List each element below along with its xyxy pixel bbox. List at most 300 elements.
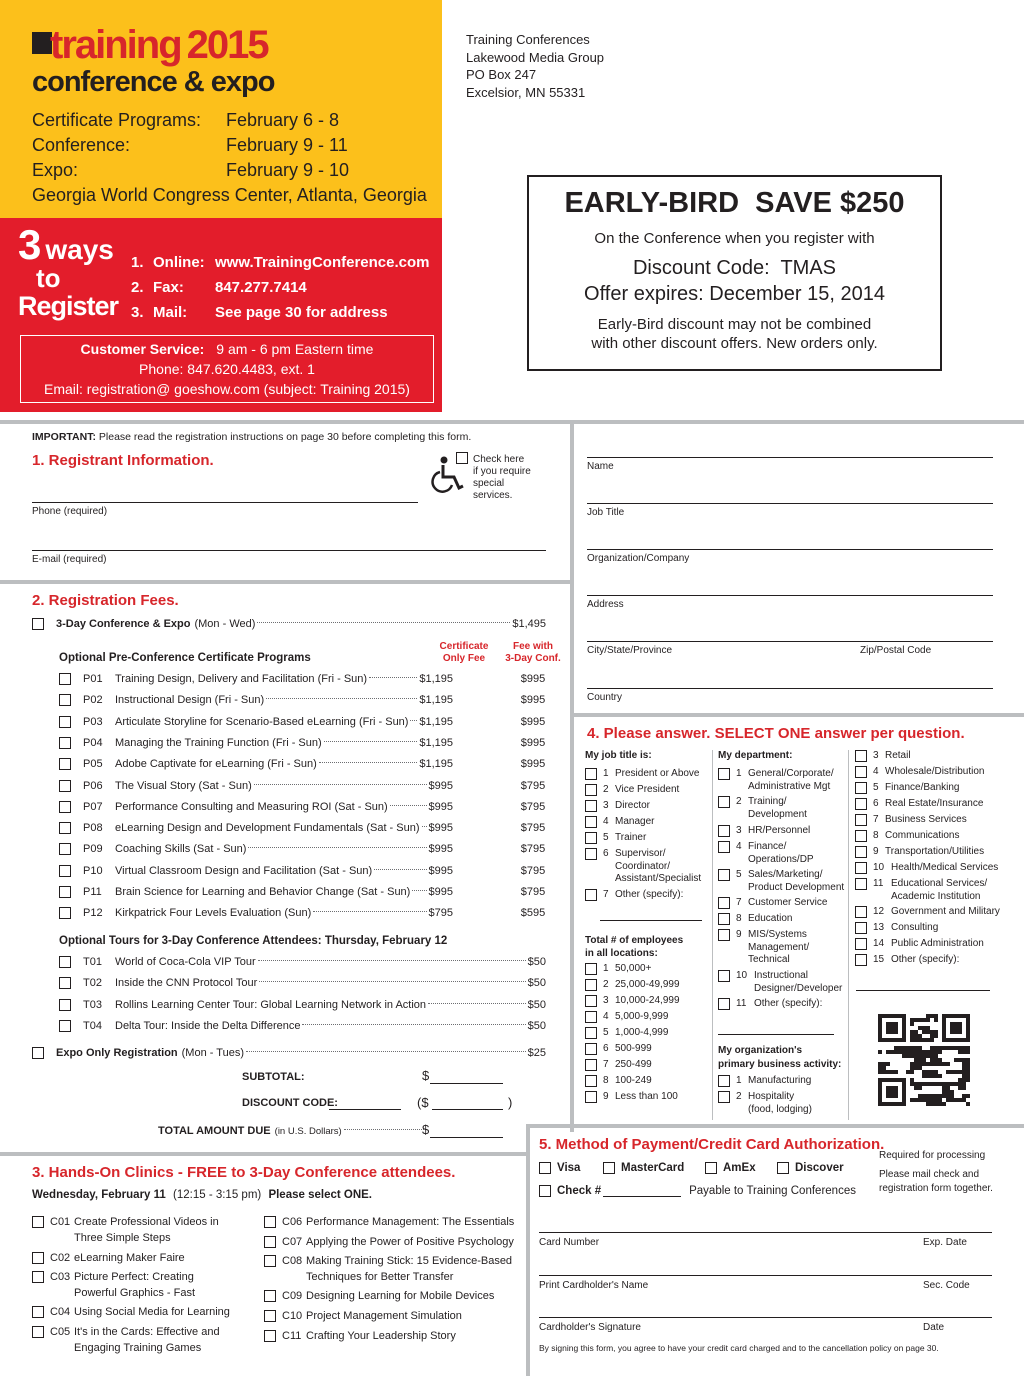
mastercard-checkbox[interactable] (603, 1162, 615, 1174)
way-label: Fax: (153, 279, 184, 296)
answer-option[interactable] (718, 1091, 812, 1116)
answer-checkbox[interactable] (855, 878, 867, 890)
expo-only-row[interactable] (32, 1047, 546, 1059)
clinic-item[interactable] (264, 1329, 456, 1345)
clinic-item[interactable] (264, 1235, 514, 1251)
tour-checkbox[interactable] (59, 999, 71, 1011)
program-row[interactable] (59, 907, 453, 919)
clinic-select: Please select ONE. (268, 1189, 372, 1201)
email-label: E-mail (required) (32, 554, 107, 565)
program-name: Performance Consulting and Measuring ROI (Sat - Sun) (115, 800, 388, 813)
visa-checkbox[interactable] (539, 1162, 551, 1174)
answer-text (748, 796, 807, 821)
program-row[interactable] (59, 822, 453, 834)
mail-address (466, 31, 604, 101)
qr-module (962, 1098, 966, 1102)
clinic-code: C05 (50, 1326, 71, 1338)
answer-line: Instructional (754, 970, 808, 981)
program-row[interactable] (59, 780, 453, 792)
discount-open: ($ (417, 1095, 429, 1110)
answer-checkbox[interactable] (855, 862, 867, 874)
answer-option[interactable] (855, 782, 960, 795)
clinic-checkbox[interactable] (32, 1216, 44, 1228)
clinic-checkbox[interactable] (32, 1271, 44, 1283)
answer-number: 5 (603, 832, 609, 843)
qr-module (914, 1062, 918, 1066)
cert-fee-header (436, 641, 492, 665)
qr-module (886, 1022, 898, 1034)
answer-checkbox[interactable] (585, 768, 597, 780)
dept-other-line[interactable] (718, 1034, 834, 1035)
qr-module (918, 1082, 922, 1086)
clinic-item[interactable] (264, 1309, 462, 1325)
answer-checkbox[interactable] (855, 906, 867, 918)
name-label: Name (587, 461, 614, 472)
answer-checkbox[interactable] (585, 963, 597, 975)
clinic-item[interactable] (264, 1215, 514, 1231)
answer-option[interactable] (855, 846, 984, 859)
program-checkbox[interactable] (59, 907, 71, 919)
date-value: February 6 - 8 (226, 110, 340, 130)
answer-option[interactable] (718, 913, 792, 926)
clinic-checkbox[interactable] (264, 1330, 276, 1342)
qr-module (934, 1102, 938, 1106)
answer-option[interactable] (585, 995, 680, 1008)
clinic-title-line: Crafting Your Leadership Story (306, 1330, 456, 1342)
program-name: Articulate Storyline for Scenario-Based eLearning (Fri - Sun) (115, 715, 409, 728)
clinic-item[interactable] (32, 1270, 195, 1301)
program-checkbox[interactable] (59, 865, 71, 877)
answer-checkbox[interactable] (718, 841, 730, 853)
expo-checkbox[interactable] (32, 1047, 44, 1059)
program-row[interactable] (59, 737, 453, 749)
program-name: Instructional Design (Fri - Sun) (115, 694, 265, 707)
answer-checkbox[interactable] (718, 929, 730, 941)
answer-option[interactable] (718, 1075, 811, 1088)
leader-dots (257, 622, 510, 623)
qr-module (962, 1058, 966, 1062)
answer-option[interactable] (585, 1059, 652, 1072)
clinic-checkbox[interactable] (32, 1252, 44, 1264)
qr-module (918, 1046, 922, 1050)
clinic-title-line: Designing Learning for Mobile Devices (306, 1290, 495, 1302)
way-online-url[interactable]: www.TrainingConference.com (215, 254, 430, 271)
tour-checkbox[interactable] (59, 977, 71, 989)
answer-checkbox[interactable] (585, 979, 597, 991)
answer-checkbox[interactable] (585, 889, 597, 901)
section4-title: 4. Please answer. SELECT ONE answer per question. (587, 725, 965, 742)
organization-field[interactable] (587, 549, 993, 550)
card-number-field[interactable] (539, 1232, 992, 1233)
answer-checkbox[interactable] (585, 800, 597, 812)
conference-fee-row[interactable] (32, 618, 546, 630)
tour-row[interactable] (59, 1020, 546, 1032)
qr-module (878, 1066, 882, 1070)
program-checkbox[interactable] (59, 822, 71, 834)
program-code: P01 (83, 673, 103, 685)
qr-module (926, 1030, 930, 1034)
answer-option[interactable] (718, 869, 844, 894)
clinic-checkbox[interactable] (32, 1326, 44, 1338)
qr-module (926, 1014, 930, 1018)
answer-line: Manager (615, 816, 655, 827)
amex-checkbox[interactable] (705, 1162, 717, 1174)
answer-text (885, 782, 960, 795)
answer-option[interactable] (855, 830, 959, 843)
name-field[interactable] (587, 457, 993, 458)
qr-module (950, 1090, 954, 1094)
answer-checkbox[interactable] (718, 1075, 730, 1087)
program-checkbox[interactable] (59, 780, 71, 792)
qr-module (934, 1062, 938, 1066)
date-value: February 9 - 11 (226, 135, 348, 155)
qr-module (938, 1062, 942, 1066)
answer-option[interactable] (585, 963, 651, 976)
qr-module (930, 1034, 934, 1038)
answer-checkbox[interactable] (855, 954, 867, 966)
answer-checkbox[interactable] (718, 869, 730, 881)
answer-number: 9 (736, 929, 742, 940)
answer-line: Communications (885, 830, 960, 841)
clinic-code: C01 (50, 1216, 71, 1228)
qr-module (966, 1058, 970, 1062)
qr-module (922, 1074, 926, 1078)
answer-text (891, 954, 959, 967)
discover-checkbox[interactable] (777, 1162, 789, 1174)
clinic-item[interactable] (32, 1325, 220, 1356)
answer-line: Trainer (615, 832, 647, 843)
program-code: P03 (83, 715, 103, 728)
answer-checkbox[interactable] (855, 750, 867, 762)
answer-number: 4 (873, 766, 879, 777)
answer-checkbox[interactable] (718, 768, 730, 780)
program-row[interactable] (59, 694, 453, 706)
tour-row[interactable] (59, 956, 546, 968)
qr-module (938, 1102, 942, 1106)
clinic-checkbox[interactable] (264, 1216, 276, 1228)
tour-price: $50 (527, 998, 546, 1011)
answer-checkbox[interactable] (718, 998, 730, 1010)
qr-module (922, 1054, 926, 1058)
answer-option[interactable] (585, 1011, 668, 1024)
cardholder-field[interactable] (539, 1275, 992, 1276)
tour-checkbox[interactable] (59, 956, 71, 968)
qr-module (882, 1062, 886, 1066)
qr-module (954, 1046, 958, 1050)
clinic-item[interactable] (32, 1251, 185, 1267)
clinic-checkbox[interactable] (264, 1290, 276, 1302)
clinic-title-line: Making Training Stick: 15 Evidence-Based (306, 1255, 513, 1267)
answer-checkbox[interactable] (718, 1091, 730, 1103)
clinic-item[interactable] (32, 1305, 230, 1321)
program-checkbox[interactable] (59, 673, 71, 685)
answer-checkbox[interactable] (585, 1059, 597, 1071)
qr-module (886, 1086, 898, 1098)
sec-code-label: Sec. Code (923, 1280, 970, 1291)
phone-field[interactable] (32, 502, 418, 503)
conference-checkbox[interactable] (32, 618, 44, 630)
answer-option[interactable] (585, 1043, 652, 1056)
program-code: P06 (83, 779, 103, 792)
program-row[interactable] (59, 886, 453, 898)
answer-text (615, 1075, 652, 1088)
answer-text (615, 784, 679, 797)
signature-field[interactable] (539, 1317, 992, 1318)
qr-module (918, 1054, 922, 1058)
answer-checkbox[interactable] (585, 816, 597, 828)
answer-line: Development (748, 808, 807, 820)
tour-price: $50 (527, 977, 546, 990)
qr-module (930, 1094, 934, 1098)
country-field[interactable] (587, 688, 993, 689)
clinic-item[interactable] (264, 1289, 494, 1305)
program-checkbox[interactable] (59, 694, 71, 706)
clinic-checkbox[interactable] (264, 1236, 276, 1248)
answer-number: 3 (736, 825, 742, 836)
city-field[interactable] (587, 641, 993, 642)
qr-module (886, 1062, 890, 1066)
program-row[interactable] (59, 801, 453, 813)
tour-row[interactable] (59, 977, 546, 989)
answer-checkbox[interactable] (585, 784, 597, 796)
qr-code[interactable] (878, 1014, 970, 1106)
program-row[interactable] (59, 865, 453, 877)
answer-option[interactable] (855, 938, 984, 951)
answer-text (615, 979, 680, 992)
qr-module (914, 1058, 918, 1062)
qr-module (914, 1034, 918, 1038)
answer-checkbox[interactable] (585, 1075, 597, 1087)
answer-checkbox[interactable] (585, 1043, 597, 1055)
answer-checkbox[interactable] (855, 798, 867, 810)
answer-checkbox[interactable] (855, 766, 867, 778)
program-conf-fee: $795 (520, 886, 546, 898)
total-label: TOTAL AMOUNT DUE (158, 1125, 271, 1137)
qr-module (958, 1058, 962, 1062)
clinic-title (306, 1235, 514, 1251)
answer-checkbox[interactable] (585, 1091, 597, 1103)
answer-option[interactable] (718, 970, 842, 995)
qr-module (914, 1098, 918, 1102)
address-line: Lakewood Media Group (466, 49, 605, 65)
subtotal-field[interactable] (430, 1083, 503, 1084)
answer-text (885, 830, 959, 843)
answer-text (754, 970, 842, 995)
qr-module (910, 1046, 914, 1050)
answer-option[interactable] (585, 784, 679, 797)
answer-option[interactable] (585, 979, 680, 992)
email-field[interactable] (32, 550, 546, 551)
answer-number: 8 (873, 830, 879, 841)
answer-text (885, 798, 983, 811)
answer-option[interactable] (718, 841, 814, 866)
answer-option[interactable] (855, 906, 1000, 919)
clinic-title (74, 1215, 219, 1246)
program-row[interactable] (59, 716, 453, 728)
answer-checkbox[interactable] (585, 1011, 597, 1023)
cardholder-label: Print Cardholder's Name (539, 1280, 649, 1291)
program-code: P02 (83, 694, 103, 707)
answer-option[interactable] (585, 768, 700, 781)
answer-checkbox[interactable] (718, 897, 730, 909)
answer-option[interactable] (855, 862, 998, 875)
qr-module (922, 1030, 926, 1034)
answer-text (615, 848, 701, 886)
answer-checkbox[interactable] (855, 938, 867, 950)
answer-option[interactable] (585, 816, 654, 829)
clinic-checkbox[interactable] (264, 1310, 276, 1322)
answer-option[interactable] (718, 998, 822, 1011)
qr-module (934, 1018, 938, 1022)
tour-name: Rollins Learning Center Tour: Global Learning Network in Action (115, 998, 427, 1011)
answer-checkbox[interactable] (585, 848, 597, 860)
clinic-time: (12:15 - 3:15 pm) (173, 1189, 262, 1201)
leader-dots (266, 698, 417, 699)
qr-module (910, 1082, 914, 1086)
qr-module (962, 1066, 966, 1070)
discount-close: ) (508, 1095, 513, 1110)
answer-checkbox[interactable] (585, 832, 597, 844)
answer-option[interactable] (585, 1075, 652, 1088)
program-conf-fee: $795 (520, 800, 546, 813)
section3-title: 3. Hands-On Clinics - FREE to 3-Day Conference attendees. (32, 1164, 456, 1181)
program-code: P09 (83, 843, 103, 856)
answer-line: Educational Services/ (891, 878, 988, 889)
clinic-checkbox[interactable] (32, 1306, 44, 1318)
answer-checkbox[interactable] (855, 922, 867, 934)
answer-checkbox[interactable] (585, 1027, 597, 1039)
tour-checkbox[interactable] (59, 1020, 71, 1032)
discount-code-field[interactable] (329, 1109, 401, 1110)
answer-checkbox[interactable] (718, 913, 730, 925)
qr-module (902, 1054, 906, 1058)
answer-option[interactable] (585, 889, 683, 902)
answer-checkbox[interactable] (855, 782, 867, 794)
answer-checkbox[interactable] (585, 995, 597, 1007)
check-number-field[interactable] (603, 1185, 681, 1197)
answer-option[interactable] (718, 825, 810, 838)
answer-line: Real Estate/Insurance (885, 798, 984, 809)
program-conf-fee: $795 (520, 843, 546, 856)
special-services-checkbox[interactable] (456, 452, 468, 464)
divider-top (0, 420, 1024, 424)
answer-option[interactable] (718, 929, 809, 967)
answer-checkbox[interactable] (855, 846, 867, 858)
payment-required (879, 1149, 993, 1196)
program-cert-fee: $995 (428, 800, 453, 813)
clinic-title-line: Engaging Training Games (74, 1341, 202, 1354)
program-checkbox[interactable] (59, 737, 71, 749)
qr-module (910, 1098, 914, 1102)
discount-code: Discount Code: TMAS (632, 257, 837, 279)
address-field[interactable] (587, 595, 993, 596)
answer-number: 7 (736, 897, 742, 908)
program-checkbox[interactable] (59, 843, 71, 855)
answer-checkbox[interactable] (855, 814, 867, 826)
qr-module (906, 1046, 910, 1050)
answer-option[interactable] (585, 1091, 678, 1104)
ways-list (131, 250, 429, 325)
subtotal-dollar: $ (422, 1068, 430, 1083)
program-checkbox[interactable] (59, 758, 71, 770)
check-checkbox[interactable] (539, 1185, 551, 1197)
answer-checkbox[interactable] (718, 825, 730, 837)
answer-number: 8 (603, 1075, 609, 1086)
qr-module (938, 1098, 942, 1102)
clinic-item[interactable] (264, 1254, 512, 1285)
section2-title: 2. Registration Fees. (32, 592, 179, 609)
answer-option[interactable] (855, 922, 938, 935)
answer-option[interactable] (718, 796, 807, 821)
industry-other-line[interactable] (856, 990, 990, 991)
answer-text (615, 816, 654, 829)
answer-option[interactable] (855, 954, 959, 967)
qr-module (906, 1070, 910, 1074)
answer-option[interactable] (585, 1027, 668, 1040)
tour-code: T01 (83, 956, 102, 968)
qr-module (934, 1034, 938, 1038)
qr-module (918, 1062, 922, 1066)
total-sub: (in U.S. Dollars) (274, 1125, 342, 1137)
answer-text (615, 1059, 652, 1072)
program-checkbox[interactable] (59, 716, 71, 728)
clinic-item[interactable] (32, 1215, 219, 1246)
tour-code: T02 (83, 977, 102, 990)
program-row[interactable] (59, 843, 453, 855)
answer-option[interactable] (585, 832, 646, 845)
tour-row[interactable] (59, 999, 546, 1011)
answer-checkbox[interactable] (855, 830, 867, 842)
qr-module (966, 1102, 970, 1106)
answer-checkbox[interactable] (718, 970, 730, 982)
program-cert-fee: $1,195 (419, 673, 453, 685)
answer-line: 10,000-24,999 (615, 995, 680, 1006)
answer-option[interactable] (585, 800, 650, 813)
qr-module (922, 1038, 926, 1042)
qr-module (930, 1050, 934, 1054)
clinic-checkbox[interactable] (264, 1255, 276, 1267)
qr-module (922, 1062, 926, 1066)
answer-checkbox[interactable] (718, 796, 730, 808)
answer-option[interactable] (718, 897, 827, 910)
answer-option[interactable] (585, 848, 701, 886)
job-other-line[interactable] (600, 920, 702, 921)
answer-number: 7 (603, 889, 609, 900)
clinic-title-line: Powerful Graphics - Fast (74, 1286, 196, 1299)
answer-option[interactable] (718, 768, 834, 793)
answer-option[interactable] (855, 766, 985, 779)
clinic-title (74, 1305, 230, 1321)
answer-option[interactable] (855, 814, 967, 827)
program-name: Managing the Training Function (Fri - Sun) (115, 736, 322, 749)
program-checkbox[interactable] (59, 886, 71, 898)
program-row[interactable] (59, 673, 453, 685)
answer-option[interactable] (855, 798, 983, 811)
job-title-field[interactable] (587, 503, 993, 504)
qr-module (942, 1090, 946, 1094)
program-checkbox[interactable] (59, 801, 71, 813)
qr-module (926, 1082, 930, 1086)
clinic-title-line: Three Simple Steps (74, 1231, 171, 1244)
answer-option[interactable] (855, 750, 911, 763)
clinic-title-line: eLearning Maker Faire (74, 1252, 185, 1264)
answer-line: Hospitality (748, 1091, 795, 1102)
answer-option[interactable] (855, 878, 987, 903)
total-field[interactable] (430, 1137, 503, 1138)
discount-amount-field[interactable] (432, 1109, 503, 1110)
program-row[interactable] (59, 758, 453, 770)
qr-module (942, 1062, 946, 1066)
